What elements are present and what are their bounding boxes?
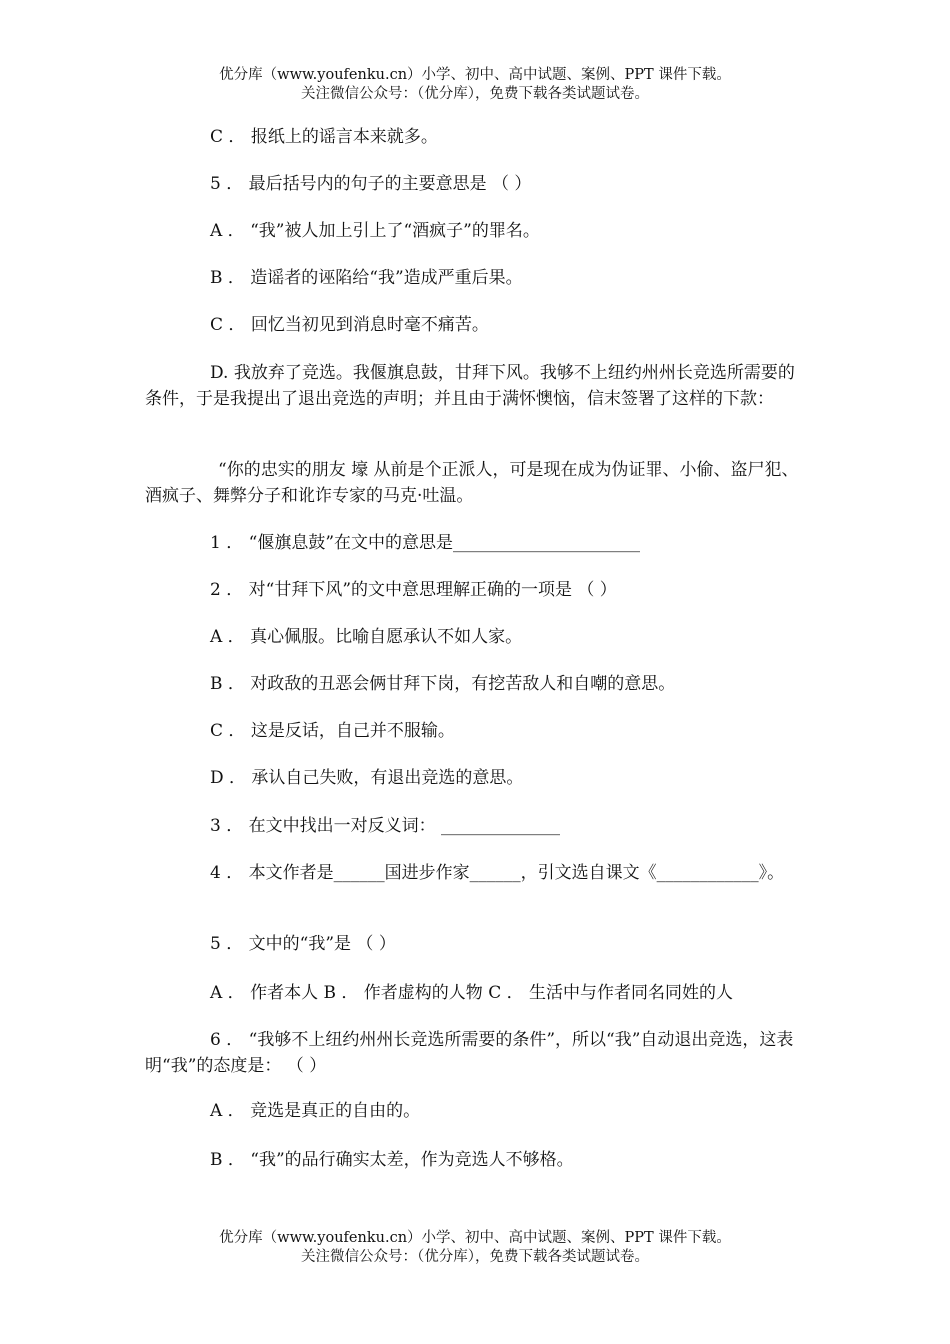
- passage-paragraph-2: “你的忠实的朋友 壕 从前是个正派人，可是现在成为伪证罪、小偷、盗尸犯、酒疯子、舞弊分子和讹诈专家的马克·吐温。: [145, 460, 799, 506]
- question-2-option-a: A ． 真心佩服。比喻自愿承认不如人家。: [210, 627, 523, 647]
- question-3: 3 ． 在文中找出一对反义词： ______________: [210, 816, 561, 836]
- question-6-option-b: B ． “我”的品行确实太差，作为竞选人不够格。: [210, 1150, 574, 1170]
- option-a-drunkard: A ． “我”被人加上引上了“酒疯子”的罪名。: [210, 221, 540, 241]
- question-5-main-meaning: 5 ． 最后括号内的句子的主要意思是 （ ）: [210, 174, 532, 194]
- question-2-option-c: C ． 这是反话，自己并不服输。: [210, 721, 455, 741]
- question-2-option-d: D ． 承认自己失败，有退出竞选的意思。: [210, 768, 524, 788]
- question-1: 1 ． “偃旗息鼓”在文中的意思是______________________: [210, 533, 641, 553]
- question-2-option-b: B ． 对政敌的丑恶会俩甘拜下岗，有挖苦敌人和自嘲的意思。: [210, 674, 676, 694]
- page-header: [0, 66, 950, 104]
- question-2: 2 ． 对“甘拜下风”的文中意思理解正确的一项是 （ ）: [210, 580, 617, 600]
- question-5: 5 ． 文中的“我”是 （ ）: [210, 934, 396, 954]
- question-4: 4 ． 本文作者是______国进步作家______，引文选自课文《____________》。: [210, 863, 785, 883]
- option-b-slander: B ． 造谣者的诬陷给“我”造成严重后果。: [210, 268, 523, 288]
- question-6-option-a: A ． 竞选是真正的自由的。: [210, 1101, 421, 1121]
- question-5-options: A ． 作者本人 B ． 作者虚构的人物 C ． 生活中与作者同名同姓的人: [210, 983, 734, 1003]
- footer-line-1: 优分库（www.youfenku.cn）小学、初中、高中试题、案例、PPT 课件下载。: [219, 1230, 731, 1246]
- page-footer: [0, 1229, 950, 1267]
- passage-paragraph-1: D. 我放弃了竞选。我偃旗息鼓，甘拜下风。我够不上纽约州州长竞选所需要的条件，于是我提出了退出竞选的声明；并且由于满怀懊恼，信末签署了这样的下款：: [145, 363, 795, 409]
- option-c-recall: C ． 回忆当初见到消息时毫不痛苦。: [210, 315, 489, 335]
- option-c-rumors: C ． 报纸上的谣言本来就多。: [210, 127, 438, 147]
- header-line-2: 关注微信公众号：（优分库），免费下载各类试题试卷。: [301, 86, 649, 102]
- footer-line-2: 关注微信公众号：（优分库），免费下载各类试题试卷。: [301, 1249, 649, 1265]
- question-6: 6 ． “我够不上纽约州州长竞选所需要的条件”，所以“我”自动退出竞选，这表明“我”的态度是： （ ）: [145, 1030, 794, 1076]
- header-line-1: 优分库（www.youfenku.cn）小学、初中、高中试题、案例、PPT 课件下载。: [219, 67, 731, 83]
